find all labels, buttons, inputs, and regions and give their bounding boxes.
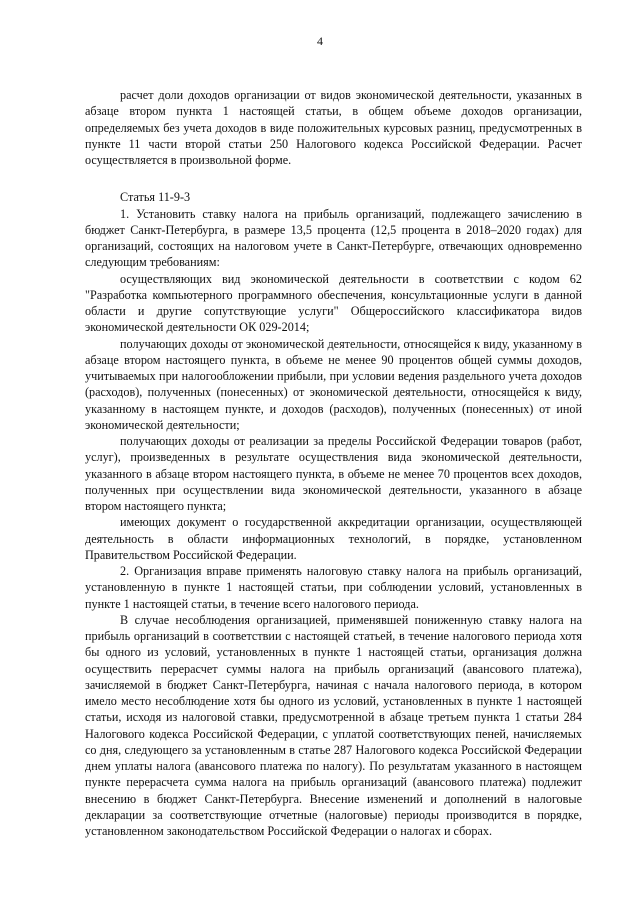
- paragraph-requirement-accreditation: имеющих документ о государственной аккредитации организации, осуществляющей деятельность в области информационных технологий, в порядке, установленном Правительством Российской Федерации.: [85, 515, 582, 562]
- paragraph-requirement-activity-code: осуществляющих вид экономической деятельности в соответствии с кодом 62 "Разработка компьютерного программного обеспечения, консультационные услуги в данной области и другие сопутствующие услуги" Общероссийского классификатора видов экономической деятельности ОК 029-2014;: [85, 271, 582, 335]
- paragraph-income-share-calculation: расчет доли доходов организации от видов экономической деятельности, указанных в абзаце втором пункта 1 настоящей статьи, в общем объеме доходов организации, определяемых без учета доходов в виде положительных курсовых разниц, предусмотренных в пункте 11 части второй статьи 250 Налогового кодекса Российской Федерации. Расчет осуществляется в произвольной форме.: [85, 88, 582, 167]
- paragraph-tax-rate-clause-1: 1. Установить ставку налога на прибыль организаций, подлежащего зачислению в бюджет Санкт-Петербурга, в размере 13,5 процента (12,5 процента в 2018–2020 годах) для организаций, состоящих на налоговом учете в Санкт-Петербурге, отвечающих одновременно следующим требованиям:: [85, 206, 582, 270]
- paragraph-requirement-income-share: получающих доходы от экономической деятельности, относящейся к виду, указанному в абзаце втором настоящего пункта, в объеме не менее 90 процентов общей суммы доходов, учитываемых при налогообложении прибыли, при условии ведения раздельного учета доходов (расходов), полученных (понесенных) от экономической деятельности, относящейся к виду, указанному в настоящем пункте, и доходов (расходов), полученных (понесенных) от иной экономической деятельности;: [85, 336, 582, 432]
- paragraph-clause-2: 2. Организация вправе применять налоговую ставку налога на прибыль организаций, установленную в пункте 1 настоящей статьи, при соблюдении условий, установленных в пункте 1 настоящей статьи, в течение всего налогового периода.: [85, 564, 582, 611]
- document-body: [85, 87, 582, 839]
- paragraph-requirement-export-income: получающих доходы от реализации за пределы Российской Федерации товаров (работ, услуг), произведенных в результате осуществления вида экономической деятельности, указанного в абзаце втором настоящего пункта, в объеме не менее 70 процентов всех доходов, полученных при осуществлении вида экономической деятельности, указанного в абзаце втором настоящего пункта;: [85, 434, 582, 513]
- paragraph-recalculation: В случае несоблюдения организацией, применявшей пониженную ставку налога на прибыль организаций в соответствии с настоящей статьей, в течение налогового периода хотя бы одного из условий, установленных в пункте 1 настоящей статьи, организация должна осуществить перерасчет суммы налога на прибыль организаций (авансового платежа), зачисляемой в бюджет Санкт-Петербурга, начиная с начала налогового периода, в котором имело место несоблюдение хотя бы одного из условий, установленных в пункте 1 настоящей статьи, исходя из налоговой ставки, предусмотренной в абзаце третьем пункта 1 статьи 284 Налогового кодекса Российской Федерации, с уплатой соответствующих пеней, начисляемых со дня, следующего за установленным в статье 287 Налогового кодекса Российской Федерации днем уплаты налога (авансового платежа по налогу). По результатам указанного в настоящем пункте перерасчета сумма налога на прибыль организаций (авансового платежа) подлежит внесению в бюджет Санкт-Петербурга. Внесение изменений и дополнений в налоговые декларации за соответствующие отчетные (налоговые) периоды производится в порядке, установленном законодательством Российской Федерации о налогах и сборах.: [85, 612, 582, 838]
- article-heading: Статья 11-9-3: [120, 190, 191, 205]
- page-number: 4: [317, 34, 323, 48]
